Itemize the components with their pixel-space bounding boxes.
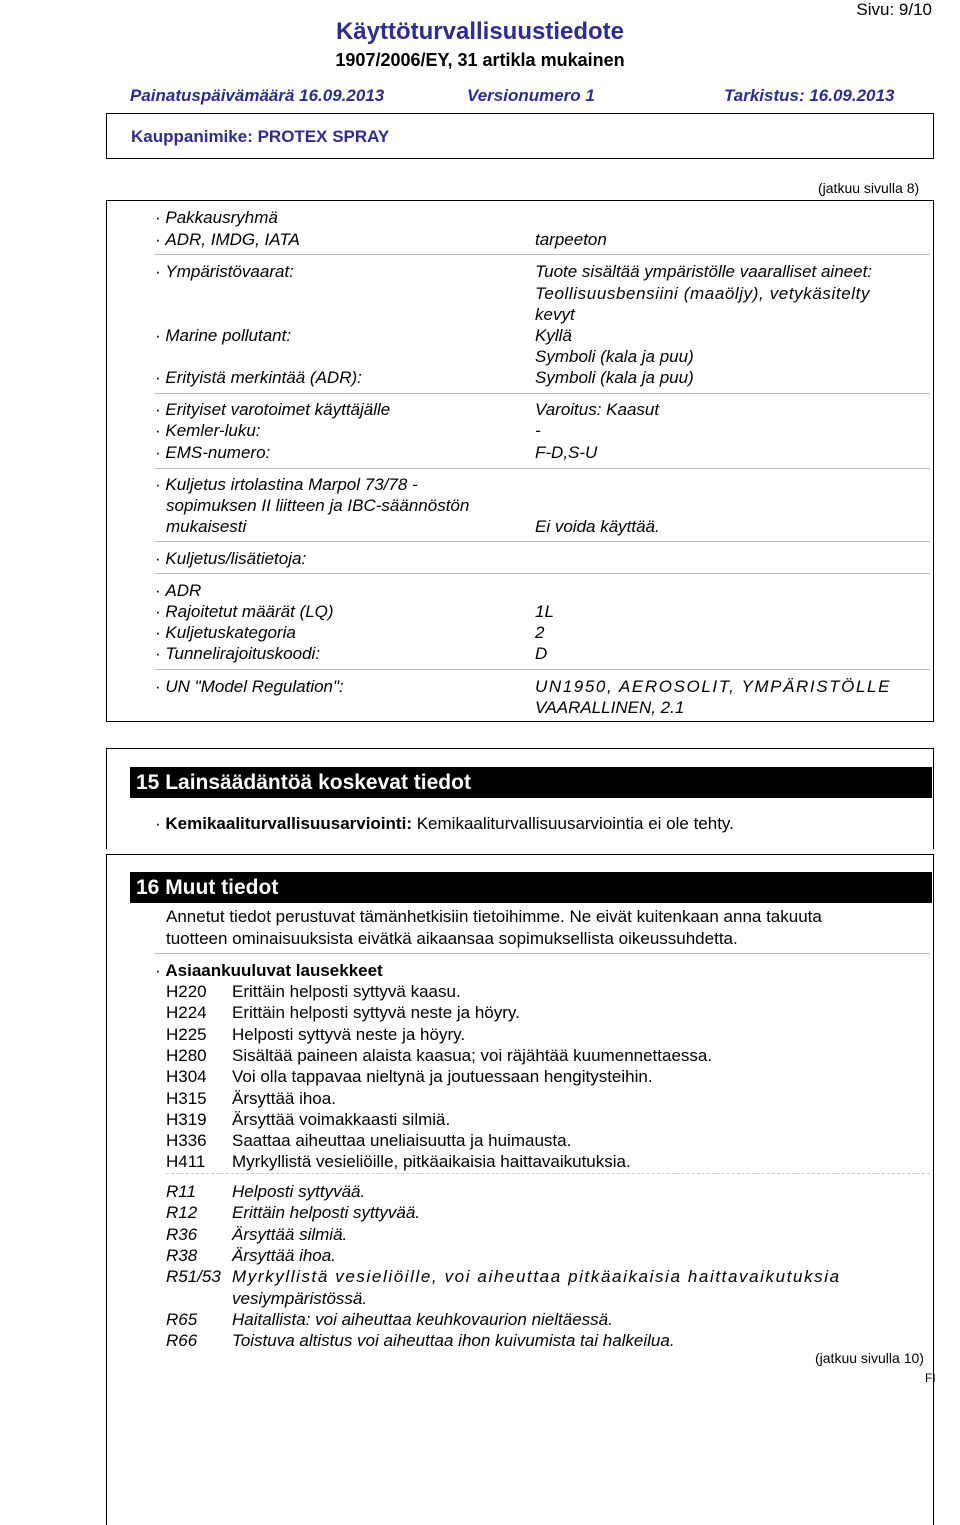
phrase-text: Sisältää paineen alaista kaasua; voi räjähtää kuumennettaessa.: [232, 1045, 713, 1065]
phrase-code: R12: [166, 1203, 198, 1223]
chemical-safety-value: Kemikaaliturvallisuusarviointia ei ole tehty.: [416, 814, 734, 833]
revision-date: Tarkistus: 16.09.2013: [724, 86, 895, 105]
ems-value: F-D,S-U: [535, 443, 598, 462]
bulk-transport-label-2: sopimuksen II liitteen ja IBC-säännöstön: [166, 496, 470, 515]
print-date: Painatuspäivämäärä 16.09.2013: [130, 86, 385, 105]
continued-from: (jatkuu sivulla 8): [818, 180, 920, 196]
bulk-transport-label: · Kuljetus irtolastina Marpol 73/78 -: [155, 475, 418, 495]
un-model-value: UN1950, AEROSOLIT, YMPÄRISTÖLLE: [535, 677, 892, 696]
un-model-value-2: VAARALLINEN, 2.1: [535, 698, 685, 717]
phrase-text: Erittäin helposti syttyvä kaasu.: [232, 982, 461, 1001]
limited-quantity-label: · Rajoitetut määrät (LQ): [155, 602, 334, 622]
special-marking-value: Symboli (kala ja puu): [535, 368, 694, 387]
phrase-code: R51/53: [166, 1267, 221, 1287]
phrase-text: Myrkyllistä vesieliöille, voi aiheuttaa pitkäaikaisia haittavaikutuksia: [232, 1267, 841, 1287]
ems-label: · EMS-numero:: [155, 443, 270, 463]
document-title: Käyttöturvallisuustiedote: [335, 18, 625, 45]
section-15-title: 15 Lainsäädäntöä koskevat tiedot: [130, 767, 932, 798]
phrase-code: H220: [166, 982, 207, 1001]
chemical-safety-label: Kemikaaliturvallisuusarviointi:: [165, 814, 412, 833]
marine-pollutant-value: Kyllä: [535, 326, 572, 345]
limited-quantity-value: 1L: [535, 602, 554, 621]
phrase-code: H319: [166, 1109, 207, 1129]
phrase-code: R38: [166, 1245, 198, 1265]
packing-group-label: · ADR, IMDG, IATA: [155, 230, 300, 250]
phrase-code: H336: [166, 1131, 207, 1151]
bulk-transport-value: Ei voida käyttää.: [535, 517, 660, 536]
phrase-text: Haitallista: voi aiheuttaa keuhkovaurion nieltäessä.: [232, 1309, 613, 1329]
env-hazards-value-3: kevyt: [535, 305, 575, 324]
section-16-box: [106, 854, 934, 1525]
phrase-text: Ärsyttää ihoa.: [232, 1088, 336, 1108]
tunnel-code-value: D: [535, 644, 548, 663]
tunnel-code-label: · Tunnelirajoituskoodi:: [155, 644, 320, 664]
env-hazards-value-2: Teollisuusbensiini (maaöljy), vetykäsitelty: [535, 284, 871, 303]
phrase-code: H411: [166, 1152, 206, 1172]
phrase-text: Ärsyttää silmiä.: [232, 1224, 348, 1244]
phrase-text: vesiympäristössä.: [232, 1288, 368, 1308]
relevant-phrases-title: · Asiaankuuluvat lausekkeet: [155, 961, 383, 981]
env-hazards-label: · Ympäristövaarat:: [155, 262, 294, 282]
kemler-label: · Kemler-luku:: [155, 421, 261, 441]
continued-to: (jatkuu sivulla 10): [815, 1350, 924, 1366]
phrase-text: Toistuva altistus voi aiheuttaa ihon kuivumista tai halkeilua.: [232, 1331, 675, 1351]
phrase-text: Voi olla tappavaa nieltynä ja joutuessaan hengitysteihin.: [232, 1067, 653, 1087]
trade-name-box: [106, 113, 934, 159]
language-code: FI: [925, 1371, 936, 1385]
phrase-text: Erittäin helposti syttyvä neste ja höyry.: [232, 1003, 520, 1023]
phrase-text: Ärsyttää voimakkaasti silmiä.: [232, 1109, 451, 1129]
adr-label: · ADR: [155, 581, 201, 601]
marine-pollutant-symbol: Symboli (kala ja puu): [535, 347, 694, 366]
phrase-text: Helposti syttyvä neste ja höyry.: [232, 1024, 466, 1044]
bulk-transport-label-3: mukaisesti: [166, 517, 247, 536]
phrase-code: R11: [166, 1182, 196, 1201]
disclaimer-line-2: tuotteen ominaisuuksista eivätkä aikaansaa sopimuksellista oikeussuhdetta.: [166, 929, 738, 948]
version-number: Versionumero 1: [467, 86, 595, 105]
phrase-text: Ärsyttää ihoa.: [232, 1245, 336, 1265]
page-number: Sivu: 9/10: [856, 0, 932, 19]
phrase-code: R66: [166, 1331, 198, 1351]
document-subtitle: 1907/2006/EY, 31 artikla mukainen: [335, 50, 625, 70]
phrase-code: H280: [166, 1045, 207, 1065]
section-16-title: 16 Muut tiedot: [130, 872, 932, 903]
phrase-text: Saattaa aiheuttaa uneliaisuutta ja huimausta.: [232, 1131, 572, 1151]
transport-extra-label: · Kuljetus/lisätietoja:: [155, 549, 306, 569]
special-marking-label: · Erityistä merkintää (ADR):: [155, 368, 362, 388]
packing-group-title: · Pakkausryhmä: [155, 208, 278, 228]
phrase-text: Myrkyllistä vesieliöille, pitkäaikaisia haittavaikutuksia.: [232, 1152, 631, 1172]
transport-category-label: · Kuljetuskategoria: [155, 623, 296, 643]
phrase-code: H304: [166, 1067, 207, 1087]
special-precautions-label: · Erityiset varotoimet käyttäjälle: [155, 400, 390, 420]
kemler-value: -: [535, 421, 541, 440]
phrase-code: H224: [166, 1003, 207, 1023]
special-precautions-value: Varoitus: Kaasut: [535, 400, 660, 419]
packing-group-value: tarpeeton: [535, 230, 607, 249]
marine-pollutant-label: · Marine pollutant:: [155, 326, 291, 346]
phrase-code: R65: [166, 1309, 198, 1329]
disclaimer-line-1: Annetut tiedot perustuvat tämänhetkisiin tietoihimme. Ne eivät kuitenkaan anna takuuta: [166, 907, 822, 926]
phrase-code: R36: [166, 1224, 198, 1244]
trade-name: Kauppanimike: PROTEX SPRAY: [131, 127, 390, 146]
un-model-label: · UN "Model Regulation":: [155, 677, 344, 697]
phrase-code: H315: [166, 1088, 207, 1108]
phrase-text: Helposti syttyvää.: [232, 1182, 366, 1201]
phrase-text: Erittäin helposti syttyvää.: [232, 1203, 421, 1223]
env-hazards-value: Tuote sisältää ympäristölle vaaralliset aineet:: [535, 262, 873, 281]
chemical-safety-assessment: [155, 814, 734, 834]
phrase-code: H225: [166, 1024, 207, 1044]
transport-category-value: 2: [535, 623, 545, 642]
